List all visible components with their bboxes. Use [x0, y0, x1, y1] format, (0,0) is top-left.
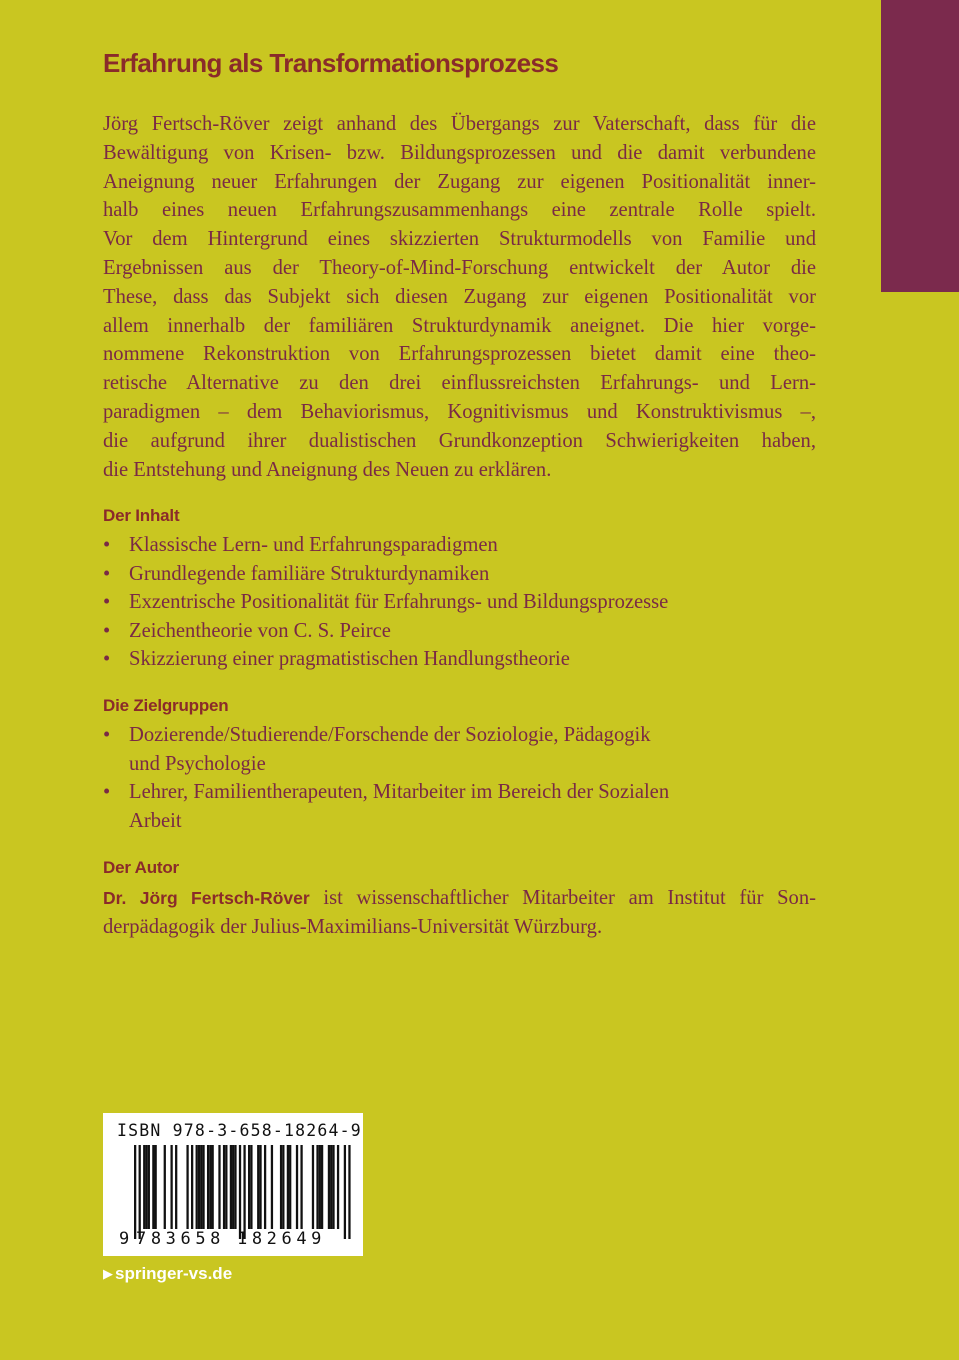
barcode-bar — [280, 1145, 282, 1229]
barcode-bar — [248, 1145, 250, 1229]
barcode-bar — [271, 1145, 273, 1229]
bullet-icon: • — [103, 619, 111, 642]
barcode-bar — [209, 1145, 211, 1229]
author-bio-line-1: ist wissenschaftlicher Mitarbeiter am Institut für Son- — [309, 887, 817, 909]
ean-left-digits: 783658 — [136, 1229, 226, 1249]
description-line: paradigmen – dem Behaviorismus, Kognitivismus und Konstruktivismus –, — [103, 400, 816, 423]
barcode-bar — [164, 1145, 166, 1229]
barcode-bar — [170, 1145, 172, 1229]
barcode-bar — [259, 1145, 261, 1229]
barcode-bar — [148, 1145, 150, 1229]
barcode-bar — [264, 1145, 266, 1229]
description-line: retische Alternative zu den drei einflussreichsten Erfahrungs- und Lern- — [103, 372, 816, 395]
barcode-bar — [316, 1145, 318, 1229]
arrow-right-icon: ▶ — [103, 1266, 113, 1281]
ean-first-digit: 9 — [119, 1229, 130, 1249]
barcode-bar — [332, 1145, 334, 1229]
content-list-item-text: Klassische Lern- und Erfahrungsparadigmen — [129, 534, 498, 556]
description-line: Aneignung neuer Erfahrungen der Zugang zur eigenen Positionalität inner- — [103, 170, 816, 193]
publisher-url-text: springer-vs.de — [115, 1264, 233, 1283]
content-list — [103, 531, 668, 674]
barcode-bar — [328, 1145, 330, 1229]
audience-list-item-text: Dozierende/Studierende/Forschende der Soziologie, Pädagogik — [129, 724, 651, 746]
content-list-item — [103, 645, 668, 674]
barcode-bar — [186, 1145, 188, 1229]
barcode-bar — [230, 1145, 232, 1229]
barcode-guard-bar — [239, 1145, 241, 1239]
content-list-item-text: Grundlegende familiäre Strukturdynamiken — [129, 562, 490, 585]
bullet-icon: • — [103, 534, 111, 556]
barcode-bar — [289, 1145, 291, 1229]
barcode-bar — [319, 1145, 321, 1229]
content-list-item-text: Exzentrische Positionalität für Erfahrungs- und Bildungsprozesse — [129, 591, 669, 614]
barcode-bar — [287, 1145, 289, 1229]
bullet-icon: • — [103, 648, 111, 671]
description-line: nommene Rekonstruktion von Erfahrungsprozessen bietet damit eine theo- — [103, 343, 816, 366]
description-line: Jörg Fertsch-Röver zeigt anhand des Übergangs zur Vaterschaft, dass für die — [103, 113, 816, 135]
cover-ribbon — [881, 0, 959, 292]
content-list-item-text: Skizzierung einer pragmatistischen Handlungstheorie — [129, 648, 570, 671]
barcode-bar — [282, 1145, 284, 1229]
description-line: These, dass das Subjekt sich diesen Zugang zur eigenen Positionalität vor — [103, 285, 816, 308]
barcode-bar — [337, 1145, 339, 1229]
bullet-icon: • — [103, 562, 111, 585]
book-title: Erfahrung als Transformationsprozess — [103, 48, 559, 78]
description-line: die Entstehung und Aneignung des Neuen zu erklären. — [103, 458, 552, 481]
description-line: Vor dem Hintergrund eines skizzierten Strukturmodells von Familie und — [103, 228, 816, 251]
ean-digits — [103, 1229, 363, 1253]
barcode-guard-bar — [348, 1145, 350, 1239]
barcode-bar — [152, 1145, 154, 1229]
barcode-bar — [234, 1145, 236, 1229]
bullet-icon: • — [103, 591, 111, 614]
publisher-url[interactable] — [103, 1264, 232, 1284]
audience-list-item — [103, 721, 669, 778]
audience-list-item-text: und Psychologie — [129, 752, 266, 775]
barcode-bar — [232, 1145, 234, 1229]
barcode-bar — [145, 1145, 147, 1229]
barcode-guard-bar — [134, 1145, 136, 1239]
content-list-item — [103, 588, 668, 617]
barcode-bar — [223, 1145, 225, 1229]
barcode-guard-bar — [243, 1145, 245, 1239]
barcode-bar — [330, 1145, 332, 1229]
barcode-bar — [321, 1145, 323, 1229]
audience-list — [103, 721, 669, 835]
description-line: die aufgrund ihrer dualistischen Grundkonzeption Schwierigkeiten haben, — [103, 429, 816, 452]
barcode-guard-bar — [344, 1145, 346, 1239]
content-list-item-text: Zeichentheorie von C. S. Peirce — [129, 619, 391, 642]
ean-right-digits: 182649 — [237, 1229, 327, 1249]
description-line: halb eines neuen Erfahrungszusammenhangs eine zentrale Rolle spielt. — [103, 199, 816, 222]
audience-heading: Die Zielgruppen — [103, 696, 229, 715]
audience-list-item — [103, 778, 669, 835]
barcode-bar — [257, 1145, 259, 1229]
barcode-bar — [196, 1145, 198, 1229]
author-bio — [103, 884, 816, 942]
barcode-bar — [300, 1145, 302, 1229]
content-list-item — [103, 617, 668, 646]
barcode-bar — [207, 1145, 209, 1229]
content-list-item — [103, 560, 668, 589]
content-list-item — [103, 531, 668, 560]
barcode-bar — [143, 1145, 145, 1229]
isbn-label: ISBN 978-3-658-18264-9 — [117, 1121, 362, 1140]
author-bio-line-2: derpädagogik der Julius-Maximilians-Universität Würzburg. — [103, 915, 603, 938]
barcode-guard-bar — [139, 1145, 141, 1239]
barcode-bar — [202, 1145, 204, 1229]
audience-list-item-text: Lehrer, Familientherapeuten, Mitarbeiter im Bereich der Sozialen — [129, 781, 670, 804]
description-line: allem innerhalb der familiären Strukturdynamik aneignet. Die hier vorge- — [103, 314, 816, 337]
content-heading: Der Inhalt — [103, 506, 180, 525]
barcode-bar — [200, 1145, 202, 1229]
bullet-icon: • — [103, 724, 111, 746]
author-heading: Der Autor — [103, 858, 179, 877]
description-line: Ergebnissen aus der Theory-of-Mind-Forschung entwickelt der Autor die — [103, 256, 816, 279]
author-name: Dr. Jörg Fertsch-Röver — [103, 888, 310, 908]
barcode-bar — [250, 1145, 252, 1229]
barcode-bar — [296, 1145, 298, 1229]
barcode-bar — [312, 1145, 314, 1229]
bullet-icon: • — [103, 781, 111, 804]
barcode-bar — [225, 1145, 227, 1229]
barcode-bar — [175, 1145, 177, 1229]
isbn-barcode — [103, 1113, 363, 1256]
barcode-bar — [212, 1145, 214, 1229]
barcode-bar — [218, 1145, 220, 1229]
barcode-bar — [191, 1145, 193, 1229]
description-line: Bewältigung von Krisen- bzw. Bildungsprozessen und die damit verbundene — [103, 141, 816, 164]
barcode-bar — [198, 1145, 200, 1229]
barcode-bar — [155, 1145, 157, 1229]
audience-list-item-text: Arbeit — [129, 809, 182, 832]
description-paragraph — [103, 110, 816, 484]
